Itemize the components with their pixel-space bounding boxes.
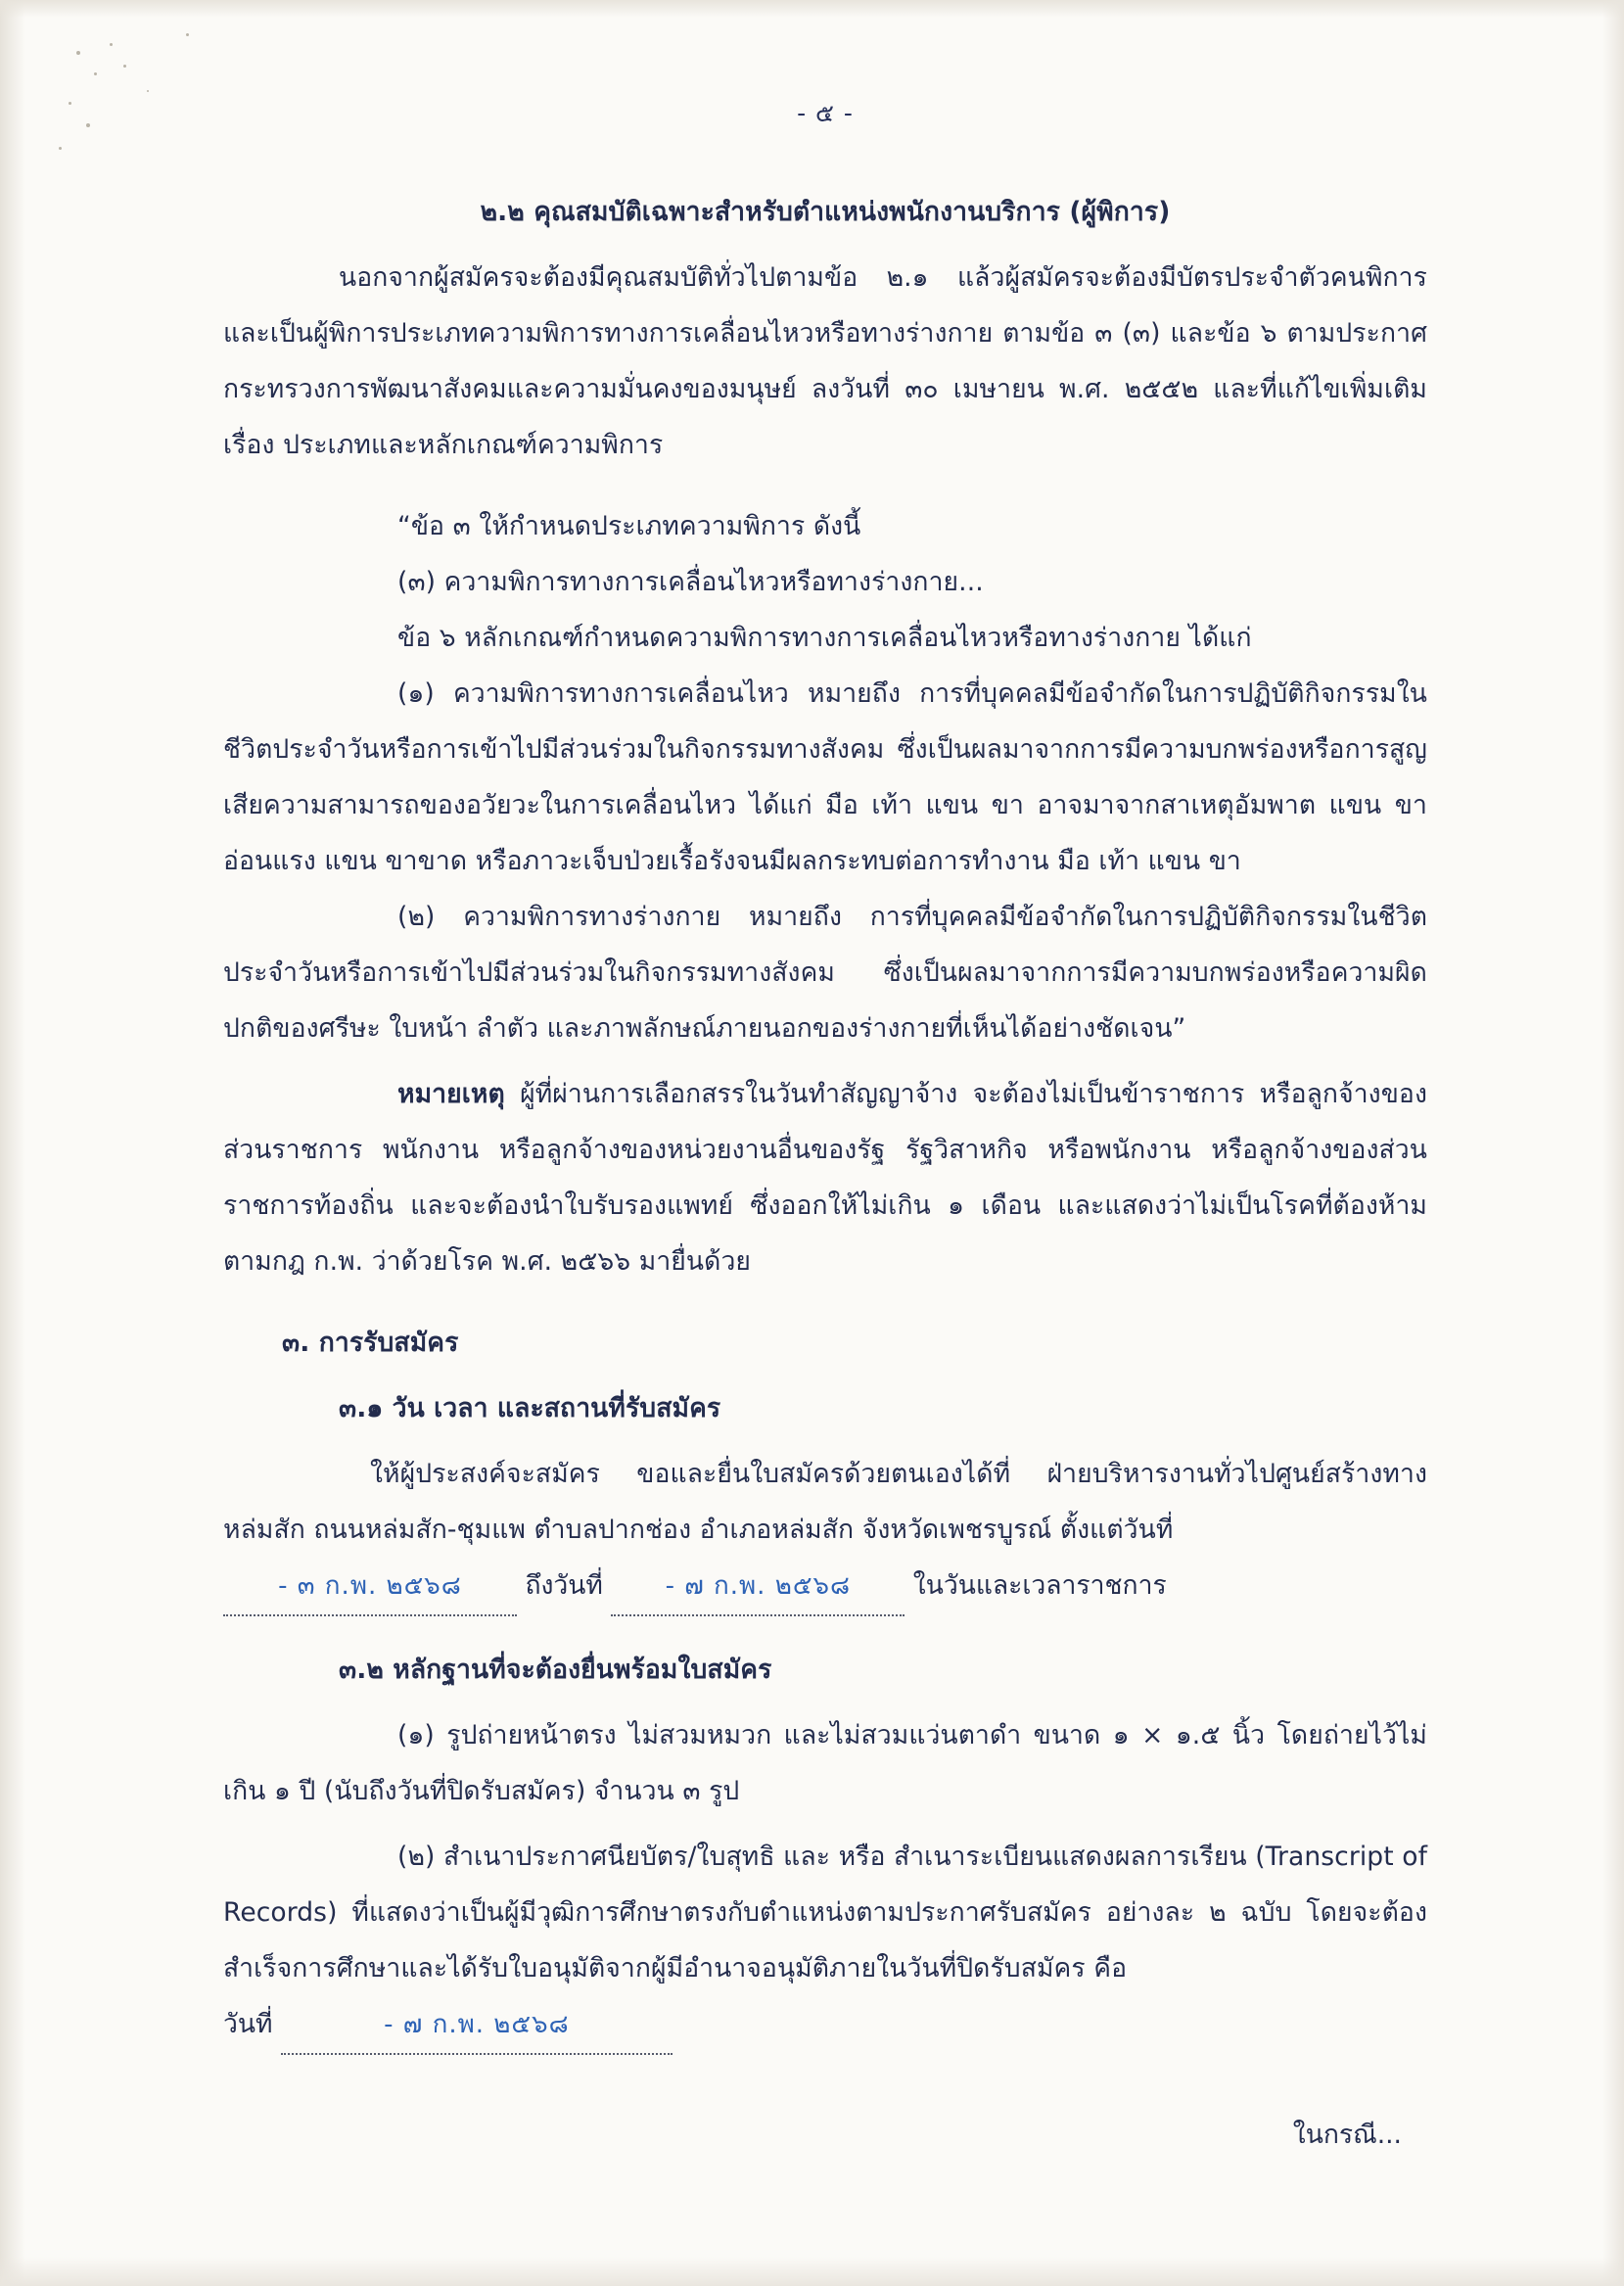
footer-continuation-note: ในกรณี... xyxy=(1292,2120,1402,2150)
page-number: - ๕ - xyxy=(797,99,854,127)
scan-speck xyxy=(94,72,97,75)
scan-speck xyxy=(59,147,62,150)
quote-paragraph-2: (๒) ความพิการทางร่างกาย หมายถึง การที่บุคคลมีข้อจำกัดในการปฏิบัติกิจกรรมในชีวิตประจำวันหรือการเข้าไปมีส่วนร่วมในกิจกรรมทางสังคม ซึ่งเป็นผลมาจากการมีความบกพร่องหรือความผิดปกติของศรีษะ ใบหน้า ลำตัว และภาพลักษณ์ภายนอกของร่างกายที่เห็นได้อย่างชัดเจน” xyxy=(223,902,1427,1044)
scan-speck xyxy=(69,102,71,105)
closing-date-handwritten: - ๗ ก.พ. ๒๕๖๘ xyxy=(384,2010,570,2039)
remark-paragraph xyxy=(223,1066,1427,1289)
scan-speck xyxy=(110,43,113,46)
remark-label: หมายเหตุ xyxy=(397,1079,505,1109)
scan-speck xyxy=(123,65,126,68)
paragraph-qualifications: นอกจากผู้สมัครจะต้องมีคุณสมบัติทั่วไปตามข้อ ๒.๑ แล้วผู้สมัครจะต้องมีบัตรประจำตัวคนพิการ และเป็นผู้พิการประเภทความพิการทางการเคลื่อนไหวหรือทางร่างกาย ตามข้อ ๓ (๓) และข้อ ๖ ตามประกาศกระทรวงการพัฒนาสังคมและความมั่นคงของมนุษย์ ลงวันที่ ๓๐ เมษายน พ.ศ. ๒๕๕๒ และที่แก้ไขเพิ่มเติม เรื่อง ประเภทและหลักเกณฑ์ความพิการ xyxy=(223,262,1427,460)
date-range-tail-text: ในวันและเวลาราชการ xyxy=(912,1570,1167,1601)
scan-edge-right xyxy=(1602,0,1624,2286)
date-from-blank[interactable] xyxy=(223,1558,517,1616)
date-to-label: ถึงวันที่ xyxy=(525,1570,603,1601)
scan-speck xyxy=(147,90,149,92)
quote-paragraph-1: (๑) ความพิการทางการเคลื่อนไหว หมายถึง การที่บุคคลมีข้อจำกัดในการปฏิบัติกิจกรรมในชีวิตประจำวันหรือการเข้าไปมีส่วนร่วมในกิจกรรมทางสังคม ซึ่งเป็นผลมาจากการมีความบกพร่องหรือการสูญเสียความสามารถของอวัยวะในการเคลื่อนไหว ได้แก่ มือ เท้า แขน ขา อาจมาจากสาเหตุอัมพาต แขน ขา อ่อนแรง แขน ขาขาด หรือภาวะเจ็บป่วยเรื้อรังจนมีผลกระทบต่อการทำงาน มือ เท้า แขน ขา xyxy=(223,678,1427,876)
paragraph-section-3-1: ให้ผู้ประสงค์จะสมัคร ขอและยื่นใบสมัครด้วยตนเองได้ที่ ฝ่ายบริหารงานทั่วไปศูนย์สร้างทางหล่มสัก ถนนหล่มสัก-ชุมแพ ตำบลปากช่อง อำเภอหล่มสัก จังหวัดเพชรบูรณ์ ตั้งแต่วันที่ xyxy=(223,1459,1427,1545)
heading-section-3: ๓. การรับสมัคร xyxy=(282,1328,459,1358)
scan-speck xyxy=(76,51,80,55)
document-item-1: (๑) รูปถ่ายหน้าตรง ไม่สวมหมวก และไม่สวมแว่นตาดำ ขนาด ๑ × ๑.๕ นิ้ว โดยถ่ายไว้ไม่เกิน ๑ ปี (นับถึงวันที่ปิดรับสมัคร) จำนวน ๓ รูป xyxy=(223,1720,1427,1806)
remark-text: ผู้ที่ผ่านการเลือกสรรในวันทำสัญญาจ้าง จะต้องไม่เป็นข้าราชการ หรือลูกจ้างของส่วนราชการ พนักงาน หรือลูกจ้างของหน่วยงานอื่นของรัฐ รัฐวิสาหกิจ หรือพนักงาน หรือลูกจ้างของส่วนราชการท้องถิ่น และจะต้องนำใบรับรองแพทย์ ซึ่งออกให้ไม่เกิน ๑ เดือน และแสดงว่าไม่เป็นโรคที่ต้องห้ามตามกฎ ก.พ. ว่าด้วยโรค พ.ศ. ๒๕๖๖ มายื่นด้วย xyxy=(223,1079,1427,1277)
quote-line-2: (๓) ความพิการทางการเคลื่อนไหวหรือทางร่างกาย... xyxy=(397,567,984,597)
heading-section-3-1: ๓.๑ วัน เวลา และสถานที่รับสมัคร xyxy=(339,1393,721,1423)
heading-section-2-2: ๒.๒ คุณสมบัติเฉพาะสำหรับตำแหน่งพนักงานบริการ (ผู้พิการ) xyxy=(480,197,1171,227)
closing-date-blank[interactable] xyxy=(281,1996,673,2055)
date-to-handwritten: - ๗ ก.พ. ๒๕๖๘ xyxy=(665,1571,852,1601)
scan-speck xyxy=(186,33,189,36)
scan-edge-bottom xyxy=(0,2257,1624,2286)
quote-line-1: “ข้อ ๓ ให้กำหนดประเภทความพิการ ดังนี้ xyxy=(397,511,861,541)
scan-edge-top xyxy=(0,0,1624,18)
scan-edge-left xyxy=(0,0,25,2286)
heading-section-3-2: ๓.๒ หลักฐานที่จะต้องยื่นพร้อมใบสมัคร xyxy=(339,1655,772,1685)
scan-speck xyxy=(86,123,90,127)
date-range-row xyxy=(223,1558,1427,1616)
date-from-handwritten: - ๓ ก.พ. ๒๕๖๘ xyxy=(278,1571,462,1601)
document-item-2: (๒) สำเนาประกาศนียบัตร/ใบสุทธิ และ หรือ สำเนาระเบียนแสดงผลการเรียน (Transcript of Records) ที่แสดงว่าเป็นผู้มีวุฒิการศึกษาตรงกับตำแหน่งตามประกาศรับสมัคร อย่างละ ๒ ฉบับ โดยจะต้องสำเร็จการศึกษาและได้รับใบอนุมัติจากผู้มีอำนาจอนุมัติภายในวันที่ปิดรับสมัคร คือ xyxy=(223,1842,1427,1983)
closing-date-row xyxy=(223,1996,1427,2055)
document-body xyxy=(223,94,1427,2155)
date-to-blank[interactable] xyxy=(611,1558,905,1616)
date-label-3: วันที่ xyxy=(223,2009,273,2039)
quote-line-3: ข้อ ๖ หลักเกณฑ์กำหนดความพิการทางการเคลื่อนไหวหรือทางร่างกาย ได้แก่ xyxy=(397,623,1252,653)
